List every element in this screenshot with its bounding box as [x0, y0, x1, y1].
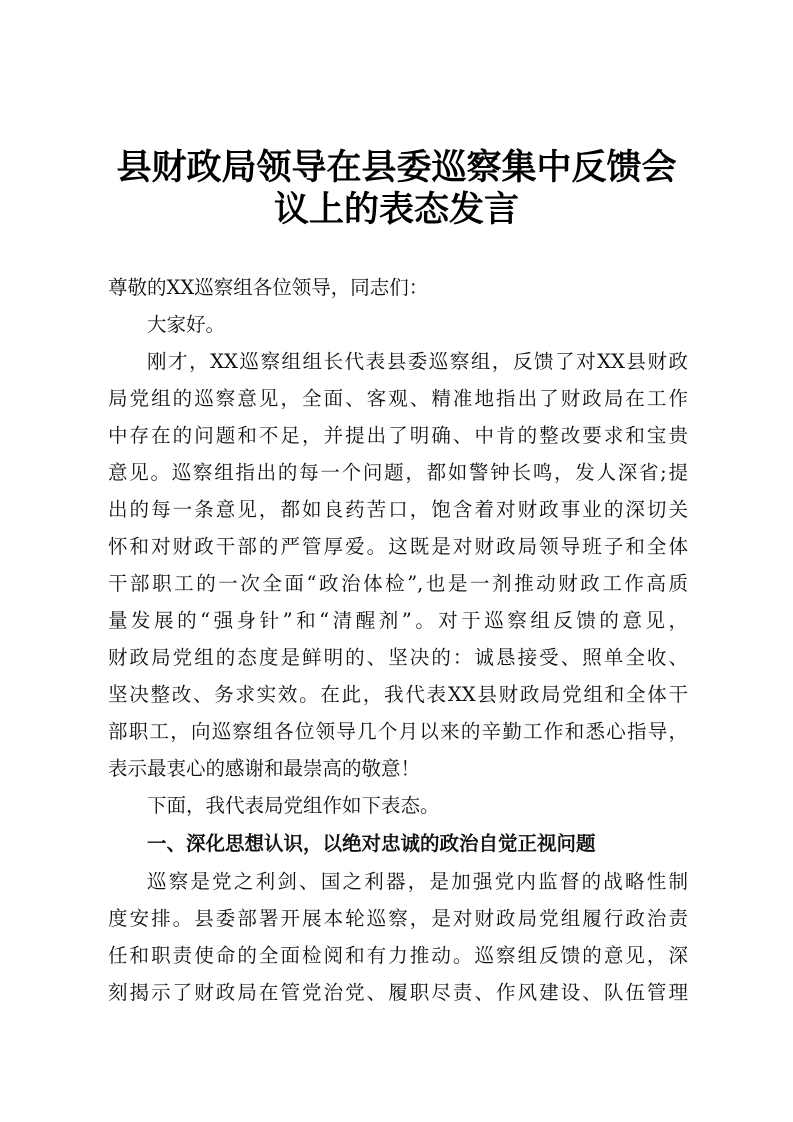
paragraph-line: 干部职工的一次全面“政治体检”,也是一剂推动财政工作高质	[108, 572, 688, 595]
paragraph-line: 表示最衷心的感谢和最崇高的敬意！	[108, 757, 421, 780]
paragraph-line: 任和职责使命的全面检阅和有力推动。巡察组反馈的意见，深	[108, 944, 688, 967]
paragraph-line: 刻揭示了财政局在管党治党、履职尽责、作风建设、队伍管理	[108, 981, 688, 1004]
paragraph-line: 财政局党组的态度是鲜明的、坚决的：诚恳接受、照单全收、	[108, 646, 688, 669]
paragraph-line: 刚才，XX巡察组组长代表县委巡察组，反馈了对XX县财政	[147, 350, 688, 373]
paragraph-line: 部职工，向巡察组各位领导几个月以来的辛勤工作和悉心指导，	[108, 720, 688, 743]
paragraph-line: 意见。巡察组指出的每一个问题，都如警钟长鸣，发人深省;提	[108, 461, 688, 484]
section-heading: 一、深化思想认识，以绝对忠诚的政治自觉正视问题	[147, 832, 596, 855]
salutation: 尊敬的XX巡察组各位领导，同志们：	[108, 276, 429, 299]
paragraph-line: 下面，我代表局党组作如下表态。	[147, 794, 440, 817]
paragraph-line: 坚决整改、务求实效。在此，我代表XX县财政局党组和全体干	[108, 683, 688, 706]
paragraph-line: 怀和对财政干部的严管厚爱。这既是对财政局领导班子和全体	[108, 535, 688, 558]
paragraph-line: 中存在的问题和不足，并提出了明确、中肯的整改要求和宝贵	[108, 424, 688, 447]
greeting: 大家好。	[147, 313, 226, 336]
paragraph-line: 巡察是党之利剑、国之利器，是加强党内监督的战略性制	[147, 870, 688, 893]
document-title-line-1: 县财政局领导在县委巡察集中反馈会	[116, 148, 677, 188]
paragraph-line: 局党组的巡察意见，全面、客观、精准地指出了财政局在工作	[108, 387, 688, 410]
paragraph-line: 量发展的“强身针”和“清醒剂”。对于巡察组反馈的意见，	[108, 609, 688, 632]
paragraph-line: 出的每一条意见，都如良药苦口，饱含着对财政事业的深切关	[108, 498, 688, 521]
paragraph-line: 度安排。县委部署开展本轮巡察，是对财政局党组履行政治责	[108, 907, 688, 930]
document-title-line-2: 议上的表态发言	[273, 190, 519, 230]
